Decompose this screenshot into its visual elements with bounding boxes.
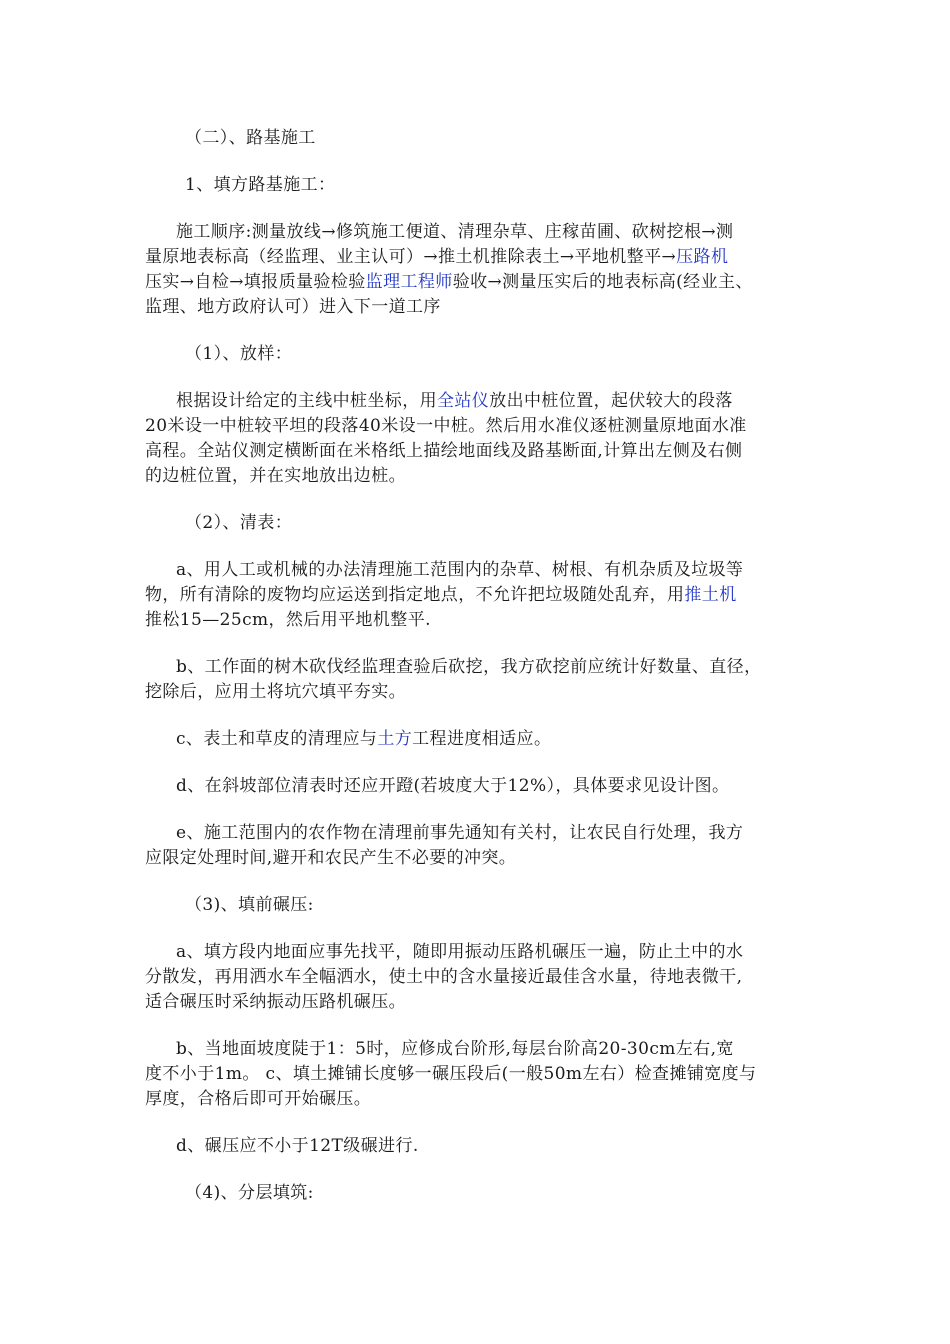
sequence-line-1: 施工顺序:测量放线→修筑施工便道、清理杂草、庄稼苗圃、砍树挖根→测 (176, 222, 734, 242)
sequence-line-3 (145, 270, 753, 294)
sub3-b-line-2: 度不小于1m。 c、填土摊铺长度够一碾压段后(一般50m左右）检查摊铺宽度与 (145, 1064, 757, 1084)
sub2-a-line-3: 推松15—25cm，然后用平地机整平. (145, 610, 431, 630)
sub1-line-3: 高程。全站仪测定横断面在米格纸上描绘地面线及路基断面,计算出左侧及右侧 (145, 441, 743, 461)
sub3-b-line-3: 厚度，合格后即可开始碾压。 (145, 1089, 372, 1109)
sub1-heading: （1）、放样： (185, 344, 293, 364)
link-roller[interactable]: 压路机 (676, 247, 729, 267)
sub2-a-line-1: a、用人工或机械的办法清理施工范围内的杂草、树根、有机杂质及垃圾等 (176, 560, 744, 580)
sequence-line-4: 监理、地方政府认可）进入下一道工序 (145, 297, 441, 317)
sub3-a-line-1: a、填方段内地面应事先找平，随即用振动压路机碾压一遍，防止土中的水 (176, 942, 744, 962)
sub3-b-line-1: b、当地面坡度陡于1：5时，应修成台阶形,每层台阶高20-30cm左右,宽 (176, 1039, 734, 1059)
sub1-line-2: 20米设一中桩较平坦的段落40米设一中桩。然后用水准仪逐桩测量原地面水准 (145, 416, 747, 436)
sub2-e-line-1: e、施工范围内的农作物在清理前事先通知有关村，让农民自行处理，我方 (176, 823, 744, 843)
sub2-b-line-1: b、工作面的树木砍伐经监理查验后砍挖，我方砍挖前应统计好数量、直径， (176, 657, 762, 677)
section-heading: （二）、路基施工 (185, 128, 316, 148)
link-bulldozer[interactable]: 推土机 (684, 585, 737, 605)
sub2-d-line: d、在斜坡部位清表时还应开蹬(若坡度大于12%），具体要求见设计图。 (176, 776, 730, 796)
sub2-c-text: c、表土和草皮的清理应与 (176, 729, 378, 749)
sub2-b-line-2: 挖除后，应用土将坑穴填平夯实。 (145, 682, 406, 702)
sub3-heading: （3)、填前碾压: (185, 895, 314, 915)
sub4-heading: （4)、分层填筑: (185, 1183, 314, 1203)
sub2-a-line-2 (145, 583, 737, 607)
link-supervising-engineer[interactable]: 监理工程师 (365, 272, 453, 292)
sub3-a-line-2: 分散发，再用洒水车全幅洒水，使土中的含水量接近最佳含水量，待地表微干, (145, 967, 743, 987)
sub2-c-tail: 工程进度相适应。 (412, 729, 552, 749)
sequence-line-3-text: 压实→自检→填报质量验检验 (145, 272, 366, 292)
sub2-heading: （2）、清表： (185, 513, 293, 533)
sequence-line-3-tail: 验收→测量压实后的地表标高(经业主、 (452, 272, 753, 292)
sequence-line-2-text: 量原地表标高（经监理、业主认可）→推土机推除表土→平地机整平→ (145, 247, 677, 267)
sequence-line-2 (145, 245, 728, 269)
sub1-line-1-text: 根据设计给定的主线中桩坐标，用 (176, 391, 437, 411)
sub2-a-line-2-text: 物，所有清除的废物均应运送到指定地点，不允许把垃圾随处乱弃，用 (145, 585, 685, 605)
sub1-line-1-tail: 放出中桩位置，起伏较大的段落 (489, 391, 733, 411)
sub3-a-line-3: 适合碾压时采纳振动压路机碾压。 (145, 992, 406, 1012)
link-earthwork[interactable]: 土方 (377, 729, 413, 749)
sub3-d-line: d、碾压应不小于12T级碾进行. (176, 1136, 419, 1156)
link-total-station[interactable]: 全站仪 (437, 391, 490, 411)
sub2-c-line (176, 727, 551, 751)
sub2-e-line-2: 应限定处理时间,避开和农民产生不必要的冲突。 (145, 848, 517, 868)
sub1-line-1 (176, 389, 733, 413)
sub1-line-4: 的边桩位置，并在实地放出边桩。 (145, 466, 406, 486)
subsection-heading-fill: 1、填方路基施工： (185, 175, 336, 195)
